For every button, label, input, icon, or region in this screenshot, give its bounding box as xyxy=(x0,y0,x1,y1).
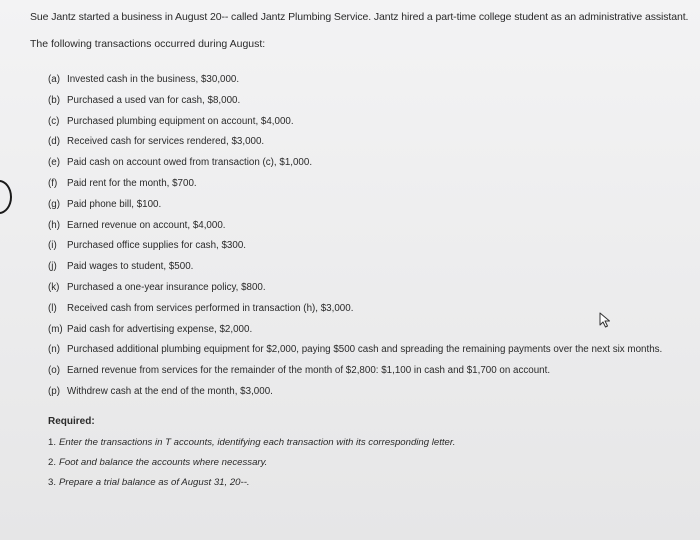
transaction-letter: (a) xyxy=(48,74,60,85)
transaction-letter: (f) xyxy=(48,177,58,189)
transaction-item-n xyxy=(48,343,662,364)
transaction-letter: (l) xyxy=(48,302,57,314)
transaction-letter: (j) xyxy=(48,261,57,273)
transaction-text: Paid rent for the month, $700. xyxy=(67,177,197,189)
transaction-text: Received cash for services rendered, $3,000. xyxy=(67,136,265,148)
transaction-letter: (o) xyxy=(48,365,60,377)
transaction-letter: (e) xyxy=(48,157,60,169)
transaction-letter: (n) xyxy=(48,344,60,356)
transaction-list xyxy=(48,73,662,406)
transaction-item-h xyxy=(48,219,662,240)
transaction-text: Received cash from services performed in transaction (h), $3,000. xyxy=(67,302,354,314)
intro-text: Sue Jantz started a business in August 20-- called Jantz Plumbing Service. Jantz hired a part-time college student as an administrative assistant. xyxy=(30,11,689,23)
transaction-letter: (p) xyxy=(48,385,60,397)
transaction-item-i xyxy=(48,239,662,260)
transaction-item-k xyxy=(48,281,662,302)
transaction-item-o xyxy=(48,364,662,385)
transaction-text: Paid cash on account owed from transaction (c), $1,000. xyxy=(67,157,313,169)
transaction-text: Earned revenue from services for the remainder of the month of $2,800: $1,100 in cash and $1,700 on account. xyxy=(67,365,551,377)
required-heading: Required: xyxy=(48,416,95,427)
transaction-item-f xyxy=(48,177,662,198)
transaction-text: Purchased a one-year insurance policy, $800. xyxy=(67,281,266,293)
transaction-item-d xyxy=(48,135,662,156)
transaction-letter: (g) xyxy=(48,198,60,210)
transaction-item-e xyxy=(48,156,662,177)
mouse-pointer-icon xyxy=(598,312,614,328)
transaction-item-c xyxy=(48,115,662,136)
requirement-number: 2. xyxy=(48,457,57,468)
transaction-letter: (k) xyxy=(48,281,60,293)
requirement-text: Foot and balance the accounts where necessary. xyxy=(59,457,268,468)
transactions-heading: The following transactions occurred during August: xyxy=(30,38,266,50)
transaction-item-j xyxy=(48,260,662,281)
transaction-item-b xyxy=(48,94,662,115)
transaction-letter: (i) xyxy=(48,240,57,252)
transaction-letter: (h) xyxy=(48,219,60,231)
requirement-text: Prepare a trial balance as of August 31, 20--. xyxy=(59,477,250,488)
transaction-text: Paid phone bill, $100. xyxy=(67,198,162,210)
transaction-item-l xyxy=(48,302,662,323)
requirement-text: Enter the transactions in T accounts, identifying each transaction with its corresponding letter. xyxy=(59,437,456,448)
edge-arc-mark xyxy=(0,180,12,214)
transaction-letter: (b) xyxy=(48,94,60,106)
transaction-item-m xyxy=(48,323,662,344)
transaction-text: Invested cash in the business, $30,000. xyxy=(67,74,240,85)
requirement-number: 1. xyxy=(48,437,57,448)
transaction-letter: (d) xyxy=(48,136,60,148)
transaction-text: Earned revenue on account, $4,000. xyxy=(67,219,226,231)
transaction-item-p xyxy=(48,385,662,406)
transaction-letter: (m) xyxy=(48,323,63,335)
transaction-text: Purchased plumbing equipment on account, $4,000. xyxy=(67,115,294,127)
requirement-item-1 xyxy=(48,436,455,456)
transaction-letter: (c) xyxy=(48,115,60,127)
transaction-text: Withdrew cash at the end of the month, $3,000. xyxy=(67,385,273,397)
requirement-number: 3. xyxy=(48,477,57,488)
transaction-text: Purchased additional plumbing equipment for $2,000, paying $500 cash and spreading the remaining payments over the next six months. xyxy=(67,344,663,356)
transaction-item-g xyxy=(48,198,662,219)
requirement-item-2 xyxy=(48,456,455,476)
transaction-text: Purchased a used van for cash, $8,000. xyxy=(67,94,241,106)
transaction-item-a xyxy=(48,73,662,94)
transaction-text: Purchased office supplies for cash, $300. xyxy=(67,240,246,252)
requirements-list xyxy=(48,436,455,496)
transaction-text: Paid wages to student, $500. xyxy=(67,261,194,273)
requirement-item-3 xyxy=(48,476,455,496)
transaction-text: Paid cash for advertising expense, $2,000. xyxy=(67,323,253,335)
